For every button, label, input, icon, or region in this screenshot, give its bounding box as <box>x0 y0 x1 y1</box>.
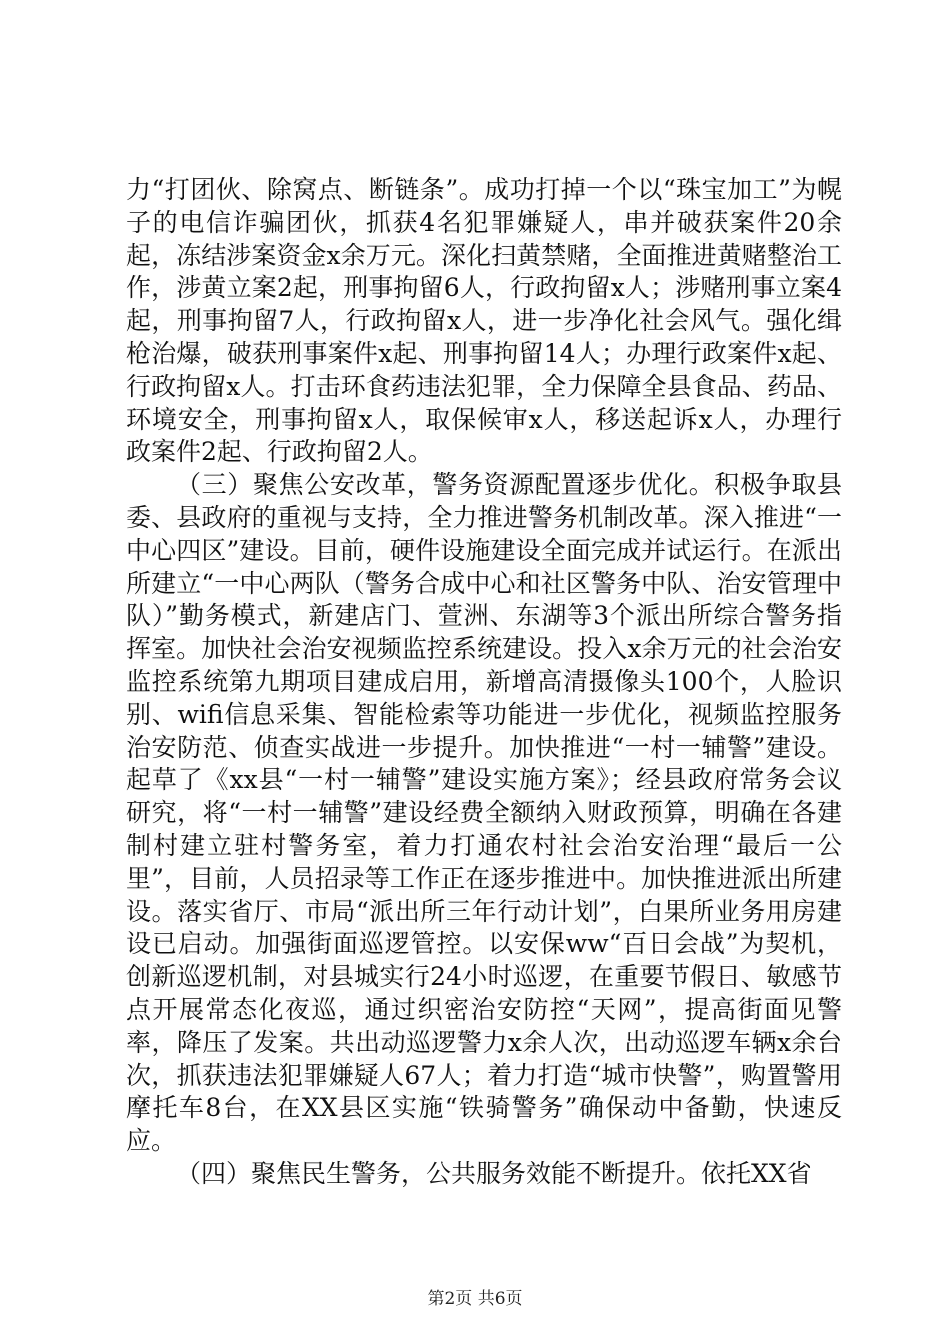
paragraph-section-three: （三）聚焦公安改革，警务资源配置逐步优化。积极争取县委、县政府的重视与支持，全力推进警务机制改革。深入推进“一中心四区”建设。目前，硬件设施建设全面完成并试运行。在派出所建立“一中心两队（警务合成中心和社区警务中队、治安管理中队）”勤务模式，新建店门、萱洲、东湖等3个派出所综合警务指挥室。加快社会治安视频监控系统建设。投入x余万元的社会治安监控系统第九期项目建成启用，新增高清摄像头100个，人脸识别、wifi信息采集、智能检索等功能进一步优化，视频监控服务治安防范、侦查实战进一步提升。加快推进“一村一辅警”建设。起草了《xx县“一村一辅警”建设实施方案》；经县政府常务会议研究，将“一村一辅警”建设经费全额纳入财政预算，明确在各建制村建立驻村警务室，着力打通农村社会治安治理“最后一公里”，目前，人员招录等工作正在逐步推进中。加快推进派出所建设。落实省厅、市局“派出所三年行动计划”，白果所业务用房建设已启动。加强街面巡逻管控。以安保ww“百日会战”为契机，创新巡逻机制，对县城实行24小时巡逻，在重要节假日、敏感节点开展常态化夜巡，通过织密治安防控“天网”，提高街面见警率，降压了发案。共出动巡逻警力x余人次，出动巡逻车辆x余台次，抓获违法犯罪嫌疑人67人；着力打造“城市快警”，购置警用摩托车8台，在XX县区实施“铁骑警务”确保动中备勤，快速反应。 <box>126 470 842 1156</box>
paragraph-continuation: 力“打团伙、除窝点、断链条”。成功打掉一个以“珠宝加工”为幌子的电信诈骗团伙，抓获4名犯罪嫌疑人，串并破获案件20余起，冻结涉案资金x余万元。深化扫黄禁赌，全面推进黄赌整治工作，涉黄立案2起，刑事拘留6人，行政拘留x人；涉赌刑事立案4起，刑事拘留7人，行政拘留x人，进一步净化社会风气。强化缉枪治爆，破获刑事案件x起、刑事拘留14人；办理行政案件x起、行政拘留x人。打击环食药违法犯罪，全力保障全县食品、药品、环境安全，刑事拘留x人，取保候审x人，移送起诉x人，办理行政案件2起、行政拘留2人。 <box>126 175 842 467</box>
paragraph-section-four: （四）聚焦民生警务，公共服务效能不断提升。依托XX省 <box>176 1158 812 1188</box>
page-footer: 第2页 共6页 <box>427 1289 523 1309</box>
document-body <box>126 174 842 1191</box>
